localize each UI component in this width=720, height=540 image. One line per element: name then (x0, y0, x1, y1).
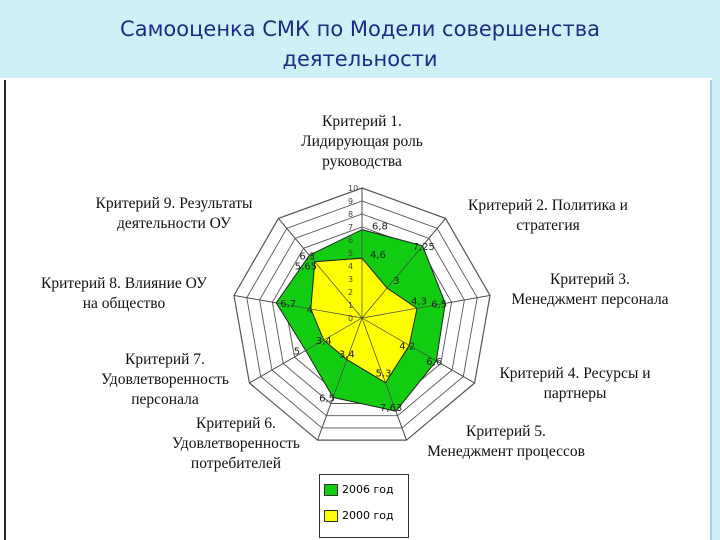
criterion-4-line-2: партнеры (543, 385, 607, 402)
axis-tick-6: 6 (348, 236, 354, 245)
criterion-8-line-2: на общество (82, 295, 166, 312)
title-line-2: деятельности (282, 47, 438, 71)
data-label-2000-c9: 5,65 (294, 261, 318, 273)
axis-tick-2: 2 (348, 288, 354, 297)
criterion-2-line-2: стратегия (516, 217, 580, 234)
data-label-2000-c2: 3 (393, 276, 400, 288)
criterion-8-line-1: Критерий 8. Влияние ОУ (41, 275, 207, 292)
data-label-2000-c8: 4 (306, 304, 314, 316)
data-label-2006-c2: 7,25 (412, 241, 435, 253)
legend-label-2006: 2006 год (342, 483, 394, 496)
data-label-2000-c4: 4,2 (399, 341, 416, 353)
data-label-2000-c6: 3,4 (338, 349, 355, 361)
data-label-2006-c1: 6,8 (372, 221, 388, 233)
data-label-2006-c6: 6,5 (319, 393, 336, 405)
data-label-2006-c7: 5 (293, 346, 301, 358)
criterion-6-line-1: Критерий 6. (196, 415, 276, 432)
criterion-9-line-2: деятельности ОУ (117, 215, 231, 232)
data-label-2000-c3: 4,3 (411, 296, 427, 308)
side-strip (712, 78, 720, 540)
legend-label-2000: 2000 год (342, 509, 394, 522)
legend (319, 474, 409, 538)
axis-tick-9: 9 (348, 197, 354, 206)
axis-tick-10: 10 (348, 184, 359, 193)
criterion-2-line-1: Критерий 2. Политика и (468, 197, 628, 214)
criterion-1-line-1: Критерий 1. (322, 113, 402, 130)
criterion-5-line-1: Критерий 5. (466, 423, 546, 440)
legend-item-2000 (324, 509, 394, 522)
data-label-2006-c9: 6,3 (299, 251, 316, 263)
data-label-2000-c5: 5,3 (375, 368, 392, 380)
criterion-7-line-1: Критерий 7. (125, 351, 205, 368)
axis-tick-8: 8 (348, 210, 354, 219)
axis-tick-3: 3 (348, 275, 354, 284)
data-label-2006-c3: 6,5 (431, 299, 448, 311)
criterion-3-line-1: Критерий 3. (550, 271, 630, 288)
legend-item-2006 (324, 483, 394, 496)
criterion-6-line-2: Удовлетворенность (172, 435, 300, 452)
page-title (0, 14, 720, 74)
criterion-1-line-2: Лидирующая роль (301, 133, 423, 150)
criterion-7-line-2: Удовлетворенность (101, 371, 229, 388)
data-label-2006-c5: 7,63 (379, 403, 403, 415)
data-label-2006-c8: 6,7 (280, 298, 297, 310)
axis-tick-1: 1 (348, 301, 354, 310)
criterion-3-line-2: Менеджмент персонала (511, 291, 669, 308)
axis-tick-7: 7 (348, 223, 354, 232)
axis-tick-4: 4 (348, 262, 354, 271)
radar-chart (0, 78, 712, 474)
axis-tick-0: 0 (348, 314, 354, 323)
title-line-1: Самооценка СМК по Модели совершенства (120, 17, 600, 41)
criterion-7-line-3: персонала (131, 391, 199, 408)
data-label-2000-c1: 4,6 (370, 250, 386, 262)
legend-swatch-2000 (324, 510, 338, 522)
criterion-1-line-3: руководства (322, 153, 402, 170)
criterion-5-line-2: Менеджмент процессов (427, 443, 585, 460)
axis-tick-5: 5 (348, 249, 354, 258)
criterion-6-line-3: потребителей (190, 455, 282, 472)
criterion-4-line-1: Критерий 4. Ресурсы и (499, 365, 651, 382)
criterion-9-line-1: Критерий 9. Результаты (95, 195, 253, 212)
data-label-2006-c4: 6,6 (426, 356, 443, 368)
data-label-2000-c7: 3,4 (315, 336, 332, 348)
legend-swatch-2006 (324, 484, 338, 496)
